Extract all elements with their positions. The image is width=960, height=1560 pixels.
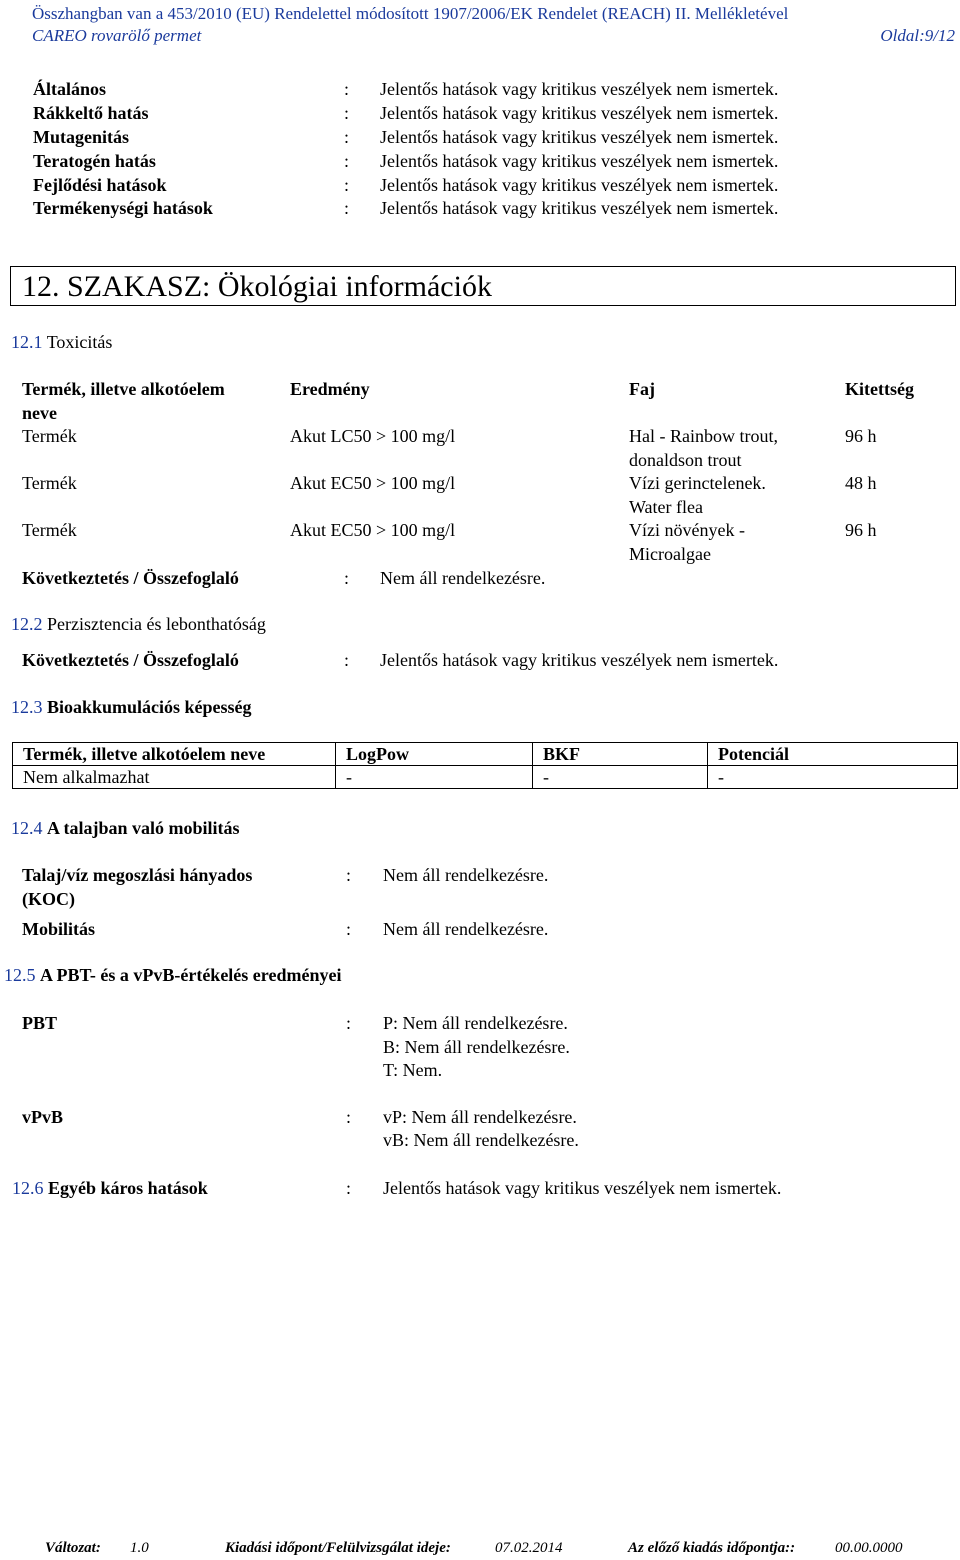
subsection-number: 12.3 [11,697,43,717]
table-header-cell: LogPow [336,743,533,766]
subsection-title: A talajban való mobilitás [47,818,240,838]
persistence-conclusion-label: Következtetés / Összefoglaló [22,650,239,670]
effect-label: Rákkeltő hatás [33,103,149,123]
col-header-exposure: Kitettség [845,379,914,399]
persistence-heading [11,613,266,635]
effect-colon: : [344,151,350,171]
table-cell: - [336,766,533,789]
subsection-number: 12.4 [11,818,43,838]
cell-name: Termék [22,520,77,540]
effect-label: Általános [33,79,107,99]
toxicity-conclusion-value: Nem áll rendelkezésre. [380,568,546,588]
cell-species: Hal - Rainbow trout, [629,426,778,446]
table-header-cell: BKF [533,743,708,766]
subsection-title: A PBT- és a vPvB-értékelés eredményei [40,965,342,985]
other-effects-colon: : [346,1178,352,1198]
vpvb-value-vp: vP: Nem áll rendelkezésre. [383,1107,577,1127]
vpvb-value-vb: vB: Nem áll rendelkezésre. [383,1130,579,1150]
vpvb-colon: : [346,1107,352,1127]
cell-species-cont: Microalgae [629,544,711,564]
effect-label: Mutagenitás [33,127,129,147]
col-header-name: Termék, illetve alkotóelem [22,379,225,399]
section-title: 12. SZAKASZ: Ökológiai információk [22,270,492,303]
koc-label: Talaj/víz megoszlási hányados [22,865,253,885]
pbt-value-t: T: Nem. [383,1060,443,1080]
mobility-colon: : [346,919,352,939]
header-product: CAREO rovarölő permet [32,26,202,45]
footer-issue-label: Kiadási időpont/Felülvizsgálat ideje: [225,1540,451,1556]
koc-colon: : [346,865,352,885]
footer-prev-value: 00.00.0000 [835,1540,903,1556]
toxicity-conclusion-colon: : [344,568,350,588]
footer-version-label: Változat: [45,1540,101,1556]
subsection-number: 12.1 [11,332,43,352]
pbt-value-p: P: Nem áll rendelkezésre. [383,1013,568,1033]
toxicity-conclusion-label: Következtetés / Összefoglaló [22,568,239,588]
subsection-number: 12.2 [11,614,43,634]
bioaccumulation-heading [11,696,252,718]
header-page-number: Oldal:9/12 [880,26,955,45]
other-effects-value: Jelentős hatások vagy kritikus veszélyek nem ismertek. [383,1178,782,1198]
header-regulation: Összhangban van a 453/2010 (EU) Rendelettel módosított 1907/2006/EK Rendelet (REACH) II. Mellékletével [32,4,789,23]
pbt-value-b: B: Nem áll rendelkezésre. [383,1037,570,1057]
col-header-name-cont: neve [22,403,57,423]
toxicity-heading [11,331,112,353]
table-header-cell: Potenciál [708,743,958,766]
effect-colon: : [344,103,350,123]
effect-colon: : [344,198,350,218]
subsection-number: 12.5 [4,965,36,985]
footer-version-value: 1.0 [130,1540,149,1556]
koc-value: Nem áll rendelkezésre. [383,865,549,885]
table-header-row [13,743,958,766]
pbt-colon: : [346,1013,352,1033]
col-header-species: Faj [629,379,655,399]
cell-species: Vízi gerinctelenek. [629,473,766,493]
cell-result: Akut EC50 > 100 mg/l [290,473,456,493]
cell-name: Termék [22,426,77,446]
effect-label: Termékenységi hatások [33,198,213,218]
cell-exposure: 48 h [845,473,877,493]
mobility-heading [11,817,240,839]
effect-colon: : [344,175,350,195]
mobility-value: Nem áll rendelkezésre. [383,919,549,939]
subsection-title: Bioakkumulációs képesség [47,697,252,717]
subsection-title: Toxicitás [46,332,113,352]
vpvb-label: vPvB [22,1107,64,1127]
table-cell: - [708,766,958,789]
table-row [13,766,958,789]
effect-value: Jelentős hatások vagy kritikus veszélyek nem ismertek. [380,175,779,195]
effect-value: Jelentős hatások vagy kritikus veszélyek nem ismertek. [380,151,779,171]
effect-label: Teratogén hatás [33,151,156,171]
effect-colon: : [344,127,350,147]
subsection-title: Egyéb káros hatások [48,1178,208,1198]
cell-result: Akut EC50 > 100 mg/l [290,520,456,540]
pbt-label: PBT [22,1013,58,1033]
other-effects-heading [12,1177,208,1199]
col-header-result: Eredmény [290,379,370,399]
effect-label: Fejlődési hatások [33,175,167,195]
bioaccumulation-table [12,742,958,789]
table-header-cell: Termék, illetve alkotóelem neve [13,743,336,766]
koc-label-cont: (KOC) [22,889,75,909]
effect-value: Jelentős hatások vagy kritikus veszélyek nem ismertek. [380,103,779,123]
cell-species: Vízi növények - [629,520,745,540]
effect-value: Jelentős hatások vagy kritikus veszélyek nem ismertek. [380,127,779,147]
subsection-title: Perzisztencia és lebonthatóság [47,614,266,634]
effect-value: Jelentős hatások vagy kritikus veszélyek nem ismertek. [380,198,779,218]
effect-value: Jelentős hatások vagy kritikus veszélyek nem ismertek. [380,79,779,99]
table-cell: - [533,766,708,789]
table-cell: Nem alkalmazhat [13,766,336,789]
footer-issue-value: 07.02.2014 [495,1540,563,1556]
cell-name: Termék [22,473,77,493]
cell-species-cont: donaldson trout [629,450,742,470]
persistence-conclusion-colon: : [344,650,350,670]
effect-colon: : [344,79,350,99]
persistence-conclusion-value: Jelentős hatások vagy kritikus veszélyek nem ismertek. [380,650,779,670]
subsection-number: 12.6 [12,1178,44,1198]
cell-exposure: 96 h [845,520,877,540]
mobility-label: Mobilitás [22,919,96,939]
pbt-heading [4,964,341,986]
cell-exposure: 96 h [845,426,877,446]
cell-species-cont: Water flea [629,497,703,517]
cell-result: Akut LC50 > 100 mg/l [290,426,456,446]
footer-prev-label: Az előző kiadás időpontja:: [628,1540,796,1556]
